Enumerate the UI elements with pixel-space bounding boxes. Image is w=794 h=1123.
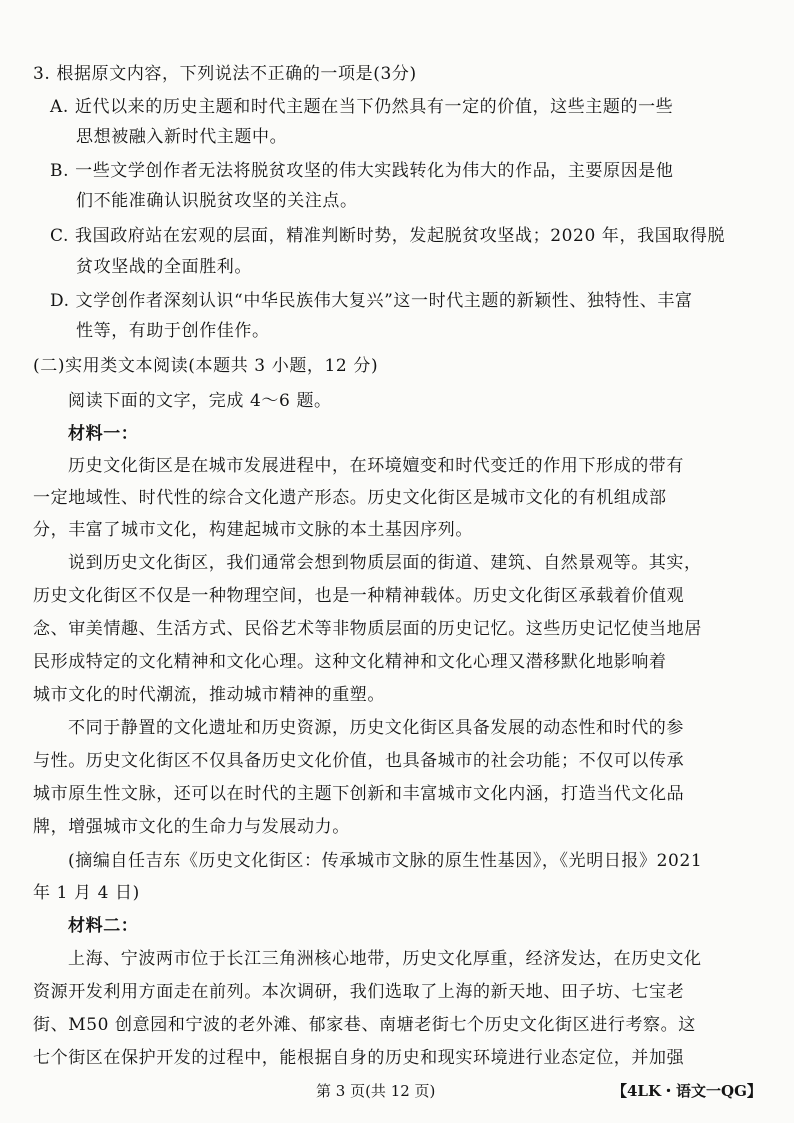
material-1-p2-line-1: 说到历史文化街区，我们通常会想到物质层面的街道、建筑、自然景观等。其实， <box>68 553 702 573</box>
material-1-p1-line-1: 历史文化街区是在城市发展进程中，在环境嬗变和时代变迁的作用下形成的带有 <box>68 456 684 476</box>
option-c-line-2: 贫攻坚战的全面胜利。 <box>76 257 252 277</box>
section-2-heading: (二)实用类文本阅读(本题共 3 小题，12 分) <box>33 356 379 376</box>
material-1-title: 材料一： <box>68 424 139 444</box>
material-1-source-line-1: (摘编自任吉东《历史文化街区：传承城市文脉的原生性基因》，《光明日报》2021 <box>68 851 703 871</box>
option-b-line-2: 们不能准确认识脱贫攻坚的关注点。 <box>76 191 358 211</box>
material-1-p2-line-3: 念、审美情趣、生活方式、民俗艺术等非物质层面的历史记忆。这些历史记忆使当地居 <box>33 619 702 639</box>
section-2-instruction: 阅读下面的文字，完成 4～6 题。 <box>68 391 332 411</box>
material-2-p1-line-2: 资源开发利用方面走在前列。本次调研，我们选取了上海的新天地、田子坊、七宝老 <box>33 982 685 1002</box>
material-1-p2-line-4: 民形成特定的文化精神和文化心理。这种文化精神和文化心理又潜移默化地影响着 <box>33 652 667 672</box>
page-number: 第 3 页(共 12 页) <box>316 1082 436 1100</box>
material-1-p3-line-3: 城市原生性文脉，还可以在时代的主题下创新和丰富城市文化内涵，打造当代文化品 <box>33 784 685 804</box>
material-1-p2-line-2: 历史文化街区不仅是一种物理空间，也是一种精神载体。历史文化街区承载着价值观 <box>33 586 685 606</box>
material-1-p3-line-1: 不同于静置的文化遗址和历史资源，历史文化街区具备发展的动态性和时代的参 <box>68 718 684 738</box>
material-1-p2-line-5: 城市文化的时代潮流，推动城市精神的重塑。 <box>33 685 385 705</box>
material-2-p1-line-3: 街、M50 创意园和宁波的老外滩、郁家巷、南塘老街七个历史文化街区进行考察。这 <box>33 1015 696 1035</box>
material-1-source-line-2: 年 1 月 4 日) <box>33 883 140 903</box>
material-2-p1-line-4: 七个街区在保护开发的过程中，能根据自身的历史和现实环境进行业态定位，并加强 <box>33 1048 685 1068</box>
material-2-p1-line-1: 上海、宁波两市位于长江三角洲核心地带，历史文化厚重，经济发达，在历史文化 <box>68 949 702 969</box>
material-2-title: 材料二： <box>68 916 139 936</box>
option-a-line-2: 思想被融入新时代主题中。 <box>76 127 288 147</box>
option-a-line-1: A. 近代以来的历史主题和时代主题在当下仍然具有一定的价值，这些主题的一些 <box>50 97 674 117</box>
question-3-stem: 3. 根据原文内容，下列说法不正确的一项是(3分) <box>33 64 417 84</box>
option-d-line-2: 性等，有助于创作佳作。 <box>76 321 270 341</box>
option-c-line-1: C. 我国政府站在宏观的层面，精准判断时势，发起脱贫攻坚战；2020 年，我国取得脱 <box>50 226 726 246</box>
option-b-line-1: B. 一些文学创作者无法将脱贫攻坚的伟大实践转化为伟大的作品，主要原因是他 <box>50 161 674 181</box>
material-1-p3-line-2: 与性。历史文化街区不仅具备历史文化价值，也具备城市的社会功能；不仅可以传承 <box>33 751 685 771</box>
material-1-p1-line-3: 分，丰富了城市文化，构建起城市文脉的本土基因序列。 <box>33 520 473 540</box>
paper-code: 【4LK・语文一QG】 <box>612 1082 762 1100</box>
material-1-p1-line-2: 一定地域性、时代性的综合文化遗产形态。历史文化街区是城市文化的有机组成部 <box>33 488 667 508</box>
option-d-line-1: D. 文学创作者深刻认识“中华民族伟大复兴”这一时代主题的新颖性、独特性、丰富 <box>50 291 693 311</box>
material-1-p3-line-4: 牌，增强城市文化的生命力与发展动力。 <box>33 817 350 837</box>
